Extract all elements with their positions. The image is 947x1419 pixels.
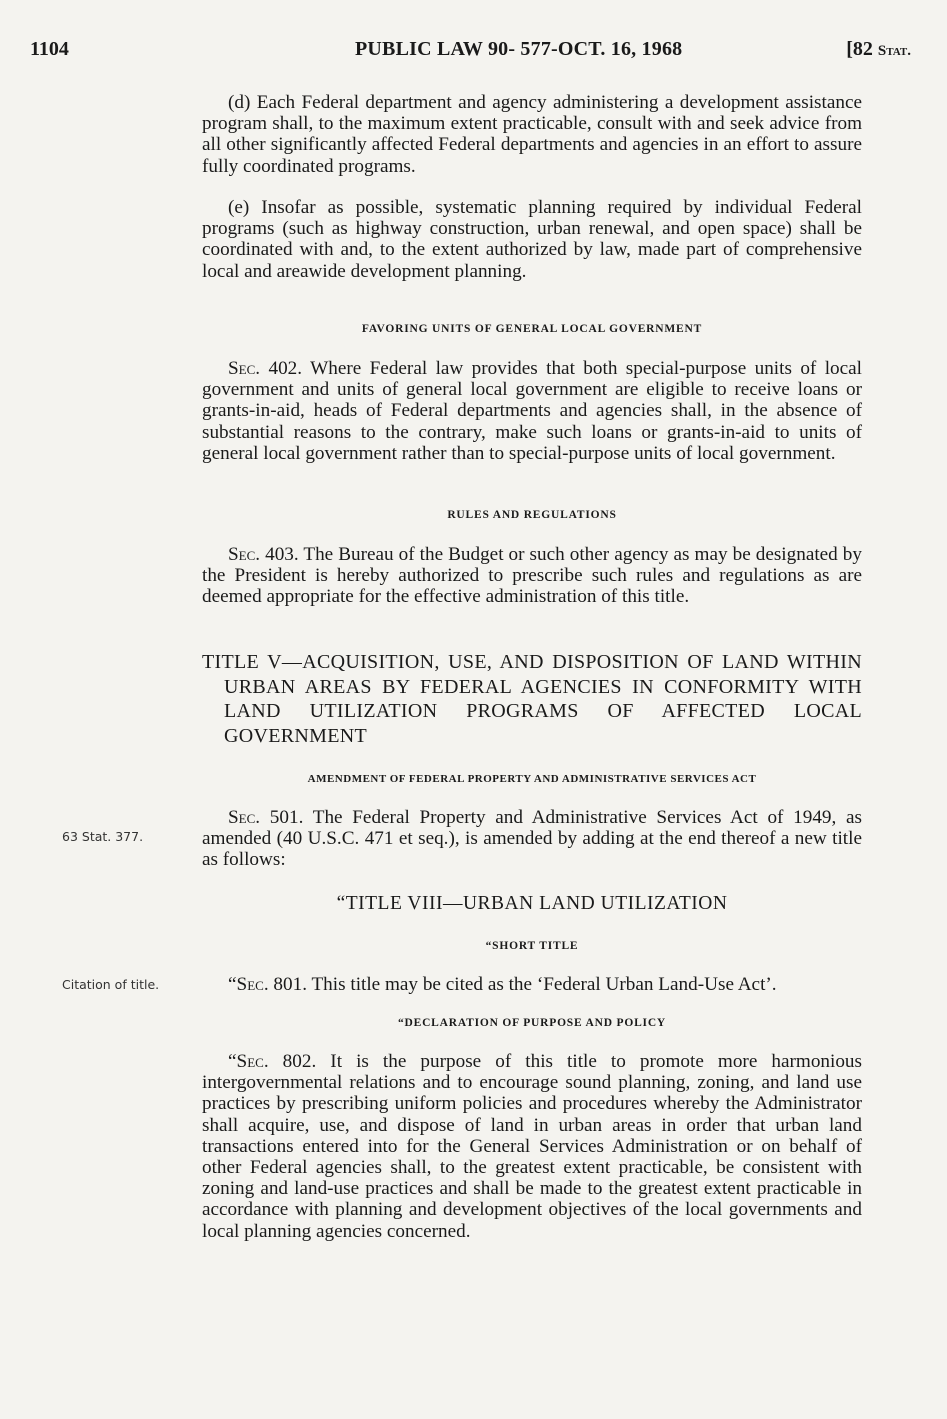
sec802-block bbox=[202, 1051, 862, 1242]
statute-reference bbox=[846, 38, 911, 61]
running-header bbox=[30, 38, 917, 68]
sec402-heading-block bbox=[202, 323, 862, 335]
sec402-heading: FAVORING UNITS OF GENERAL LOCAL GOVERNMENT bbox=[361, 323, 703, 335]
title-v-heading bbox=[202, 650, 862, 748]
sec403-text bbox=[202, 544, 862, 608]
sec402-text bbox=[202, 358, 862, 464]
paragraph-e-block bbox=[202, 197, 862, 282]
sec501-heading: AMENDMENT OF FEDERAL PROPERTY AND ADMINISTRATIVE SERVICES ACT bbox=[307, 773, 757, 785]
sec402-block bbox=[202, 358, 862, 464]
sec501-heading-block bbox=[202, 773, 862, 785]
sec501-block bbox=[202, 807, 862, 871]
sec403-label: Sec. bbox=[228, 544, 261, 565]
header-title: PUBLIC LAW 90- 577-OCT. 16, 1968 bbox=[355, 38, 683, 60]
sec801-label: Sec. bbox=[236, 974, 269, 995]
title-v-text: TITLE V—ACQUISITION, USE, AND DISPOSITION OF LAND WITHIN URBAN AREAS BY FEDERAL AGENCIES IN CONFORMITY WITH LAND UTILIZATION PROGRAMS OF AFFECTED LOCAL GOVERNMENT bbox=[202, 651, 862, 747]
statute-label: Stat. bbox=[877, 43, 911, 59]
statute-volume: [82 bbox=[846, 38, 878, 60]
paragraph-d: (d) Each Federal department and agency administering a development assistance program shall, to the maximum extent practicable, consult with and seek advice from all other significantly affected Federal departments and agencies in an effort to assure fully coordinated programs. bbox=[202, 92, 862, 177]
page-number: 1104 bbox=[30, 38, 69, 60]
sec403-body: 403. The Bureau of the Budget or such other agency as may be designated by the President is hereby authorized to prescribe such rules and regulations as are deemed appropriate for the effective administration of this title. bbox=[202, 544, 862, 608]
title-viii-heading: “TITLE VIII—URBAN LAND UTILIZATION bbox=[336, 893, 728, 914]
sec801-text bbox=[202, 974, 862, 995]
margin-note-citation: Citation of title. bbox=[62, 977, 160, 992]
sec801-body: 801. This title may be cited as the ‘Federal Urban Land-Use Act’. bbox=[268, 974, 777, 995]
sec402-label: Sec. bbox=[228, 358, 261, 379]
sec403-heading: RULES AND REGULATIONS bbox=[447, 509, 617, 521]
sec501-body: 501. The Federal Property and Administrative Services Act of 1949, as amended (40 U.S.C. 471 et seq.), is amended by adding at the end thereof a new title as follows: bbox=[202, 807, 862, 871]
sec403-block bbox=[202, 544, 862, 608]
paragraph-d-block bbox=[202, 92, 862, 177]
sec501-text bbox=[202, 807, 862, 871]
sec802-heading-block bbox=[202, 1017, 862, 1029]
sec801-block bbox=[202, 974, 862, 995]
sec802-quote: “ bbox=[228, 1051, 237, 1072]
sec501-label: Sec. bbox=[228, 807, 261, 828]
sec801-quote: “ bbox=[228, 974, 237, 995]
paragraph-e: (e) Insofar as possible, systematic planning required by individual Federal programs (such as highway construction, urban renewal, and open space) shall be coordinated with and, to the extent authorized by law, made part of comprehensive local and areawide development planning. bbox=[202, 197, 862, 282]
sec802-text bbox=[202, 1051, 862, 1242]
sec802-label: Sec. bbox=[236, 1051, 269, 1072]
sec801-heading-block bbox=[202, 940, 862, 952]
margin-note-63-stat: 63 Stat. 377. bbox=[62, 829, 144, 844]
sec802-heading: “DECLARATION OF PURPOSE AND POLICY bbox=[397, 1017, 667, 1029]
sec802-body: 802. It is the purpose of this title to promote more harmonious intergovernmental relations and to encourage sound planning, zoning, and land use practices by prescribing uniform policies and procedures whereby the Administrator shall acquire, use, and dispose of land in urban areas in order that urban land transactions entered into for the General Services Administration or on behalf of other Federal agencies shall, to the greatest extent practicable, be consistent with zoning and land-use practices and shall be made to the greatest extent practicable in accordance with planning and development objectives of the local governments and local planning agencies concerned. bbox=[202, 1051, 862, 1242]
sec801-heading: “SHORT TITLE bbox=[485, 940, 579, 952]
sec402-body: 402. Where Federal law provides that both special-purpose units of local government and units of general local government are eligible to receive loans or grants-in-aid, heads of Federal departments and agencies shall, in the absence of substantial reasons to the contrary, make such loans or grants-in-aid to units of general local government rather than to special-purpose units of local government. bbox=[202, 358, 862, 464]
sec403-heading-block bbox=[202, 509, 862, 521]
title-v-block bbox=[202, 650, 862, 748]
title-viii-block bbox=[202, 893, 862, 915]
